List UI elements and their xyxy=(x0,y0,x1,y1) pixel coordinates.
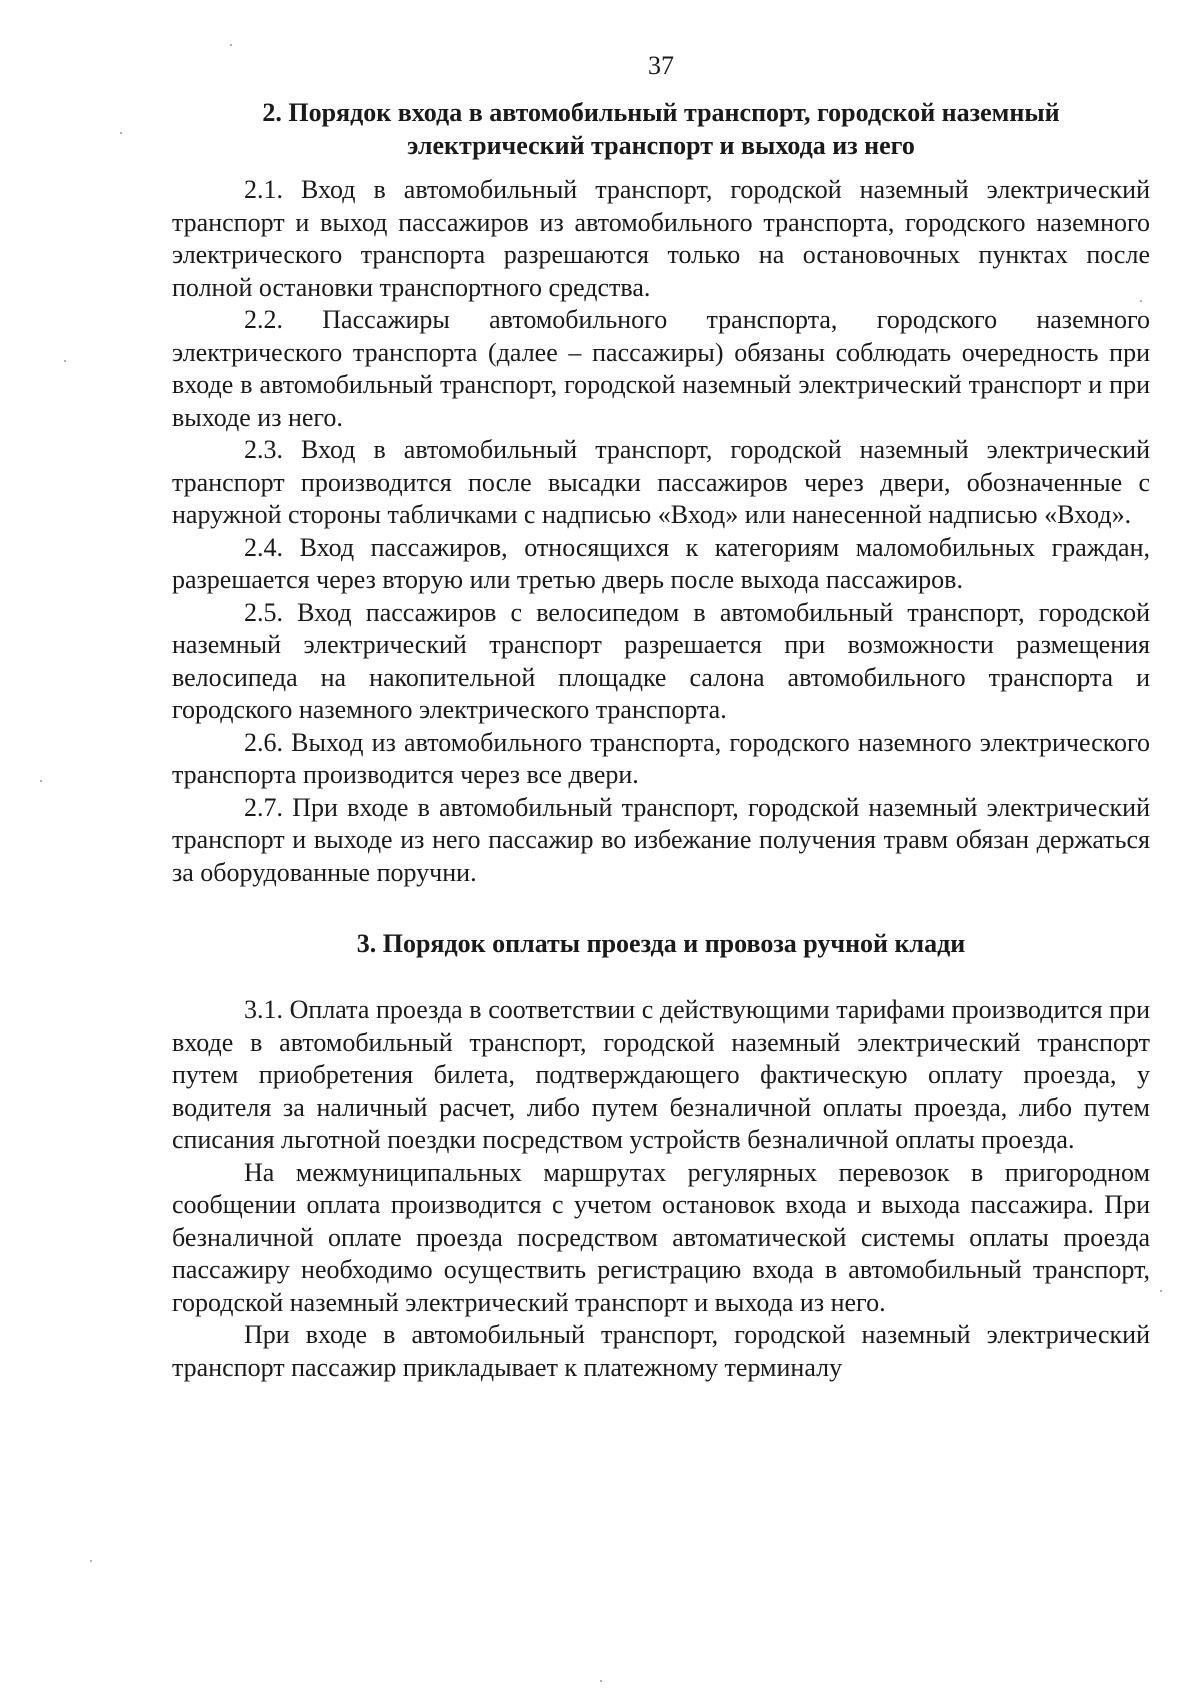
page-number: 37 xyxy=(648,51,674,80)
scan-speck xyxy=(1160,1290,1162,1292)
document-page xyxy=(172,50,1150,1384)
paragraph-2-5: 2.5. Вход пассажиров с велосипедом в автомобильный транспорт, городской наземный электрический транспорт разрешается при возможности размещения велосипеда на накопительной площадке салона автомобильного транспорта и городского наземного электрического транспорта. xyxy=(172,597,1150,724)
paragraph-2-3: 2.3. Вход в автомобильный транспорт, городской наземный электрический транспорт производится после высадки пассажиров через двери, обозначенные с наружной стороны табличками с надписью «Вход» или нанесенной надписью «Вход». xyxy=(172,435,1150,529)
scan-speck xyxy=(600,1680,602,1682)
paragraph-2-2: 2.2. Пассажиры автомобильного транспорта, городского наземного электрического транспорта (далее – пассажиры) обязаны соблюдать очередность при входе в автомобильный транспорт, городской наземный электрический транспорт и при выходе из него. xyxy=(172,305,1150,432)
paragraph-3-intercity: На межмуниципальных маршрутах регулярных перевозок в пригородном сообщении оплата производится с учетом остановок входа и выхода пассажира. При безналичной оплате проезда посредством автоматической системы оплаты проезда пассажиру необходимо осуществить регистрацию входа в автомобильный транспорт, городской наземный электрический транспорт и выхода из него. xyxy=(172,1157,1150,1317)
paragraph-2-7: 2.7. При входе в автомобильный транспорт, городской наземный электрический транспорт и выходе из него пассажир во избежание получения травм обязан держаться за оборудованные поручни. xyxy=(172,792,1150,887)
paragraph-2-1: 2.1. Вход в автомобильный транспорт, городской наземный электрический транспорт и выход пассажиров из автомобильного транспорта, городского наземного электрического транспорта разрешаются только на остановочных пунктах после полной остановки транспортного средства. xyxy=(172,175,1150,302)
scan-speck xyxy=(120,132,122,134)
scan-speck xyxy=(64,360,66,362)
scan-speck xyxy=(1140,300,1142,302)
scan-speck xyxy=(40,780,42,782)
paragraph-3-1: 3.1. Оплата проезда в соответствии с действующими тарифами производится при входе в автомобильный транспорт, городской наземный электрический транспорт путем приобретения билета, подтверждающего фактическую оплату проезда, у водителя за наличный расчет, либо путем безналичной оплаты проезда, либо путем списания льготной поездки посредством устройств безналичной оплаты проезда. xyxy=(172,995,1150,1154)
section-2-heading: 2. Порядок входа в автомобильный транспорт, городской наземный электрический транспорт и выхода из него xyxy=(262,98,1060,160)
paragraph-3-terminal: При входе в автомобильный транспорт, городской наземный электрический транспорт пассажир прикладывает к платежному терминалу xyxy=(172,1320,1150,1382)
scan-speck xyxy=(230,44,232,46)
section-3-heading: 3. Порядок оплаты проезда и провоза ручной клади xyxy=(356,929,966,958)
scan-speck xyxy=(90,1560,92,1562)
paragraph-2-6: 2.6. Выход из автомобильного транспорта, городского наземного электрического транспорта производится через все двери. xyxy=(172,727,1150,789)
paragraph-2-4: 2.4. Вход пассажиров, относящихся к категориям маломобильных граждан, разрешается через вторую или третью дверь после выхода пассажиров. xyxy=(172,532,1150,594)
